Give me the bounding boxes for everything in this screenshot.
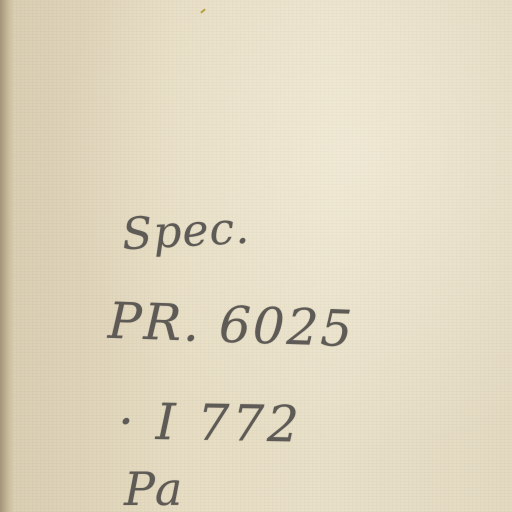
handwritten-line-spec: Spec. [120,202,252,261]
handwritten-line-cutter: · I 772 [117,392,303,454]
paper-speck [200,8,206,13]
handwritten-line-partial: Pa [124,462,185,512]
handwritten-line-call-number: PR. 6025 [107,291,356,359]
sheet-left-edge [0,0,14,512]
